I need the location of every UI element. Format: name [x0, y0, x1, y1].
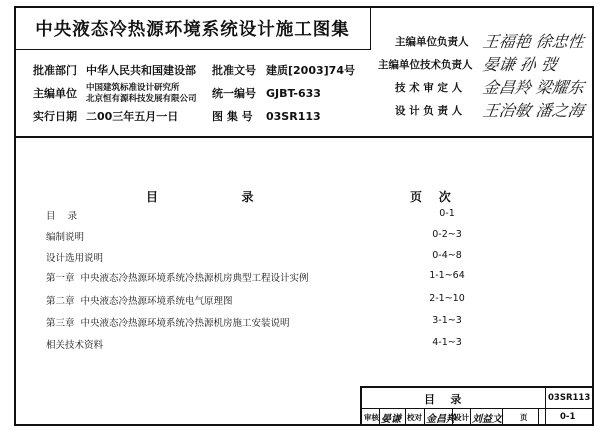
responsible-signature: 金昌羚 梁耀东: [481, 78, 586, 97]
responsible-signature: 晏谦 孙 弢: [481, 55, 559, 74]
toc-entry-page: 1-1~64: [429, 270, 465, 281]
editor-label: 主编单位: [33, 87, 77, 100]
toc-entry-page: 3-1~3: [432, 315, 462, 326]
toc-entry-title: 相关技术资料: [46, 340, 104, 351]
check-label: 校对: [407, 413, 422, 422]
editor-line-1: 中国建筑标准设计研究所: [86, 83, 180, 93]
page-number: 0-1: [560, 412, 576, 422]
toc-page-heading: 页 次: [410, 190, 451, 204]
toc-entry-title: 目 录: [46, 211, 78, 222]
header-separator: [14, 136, 594, 138]
toc-entry-title: 第二章 中央液态冷热源环境系统电气原理图: [46, 296, 233, 307]
toc-entry-page: 0-1: [439, 208, 455, 219]
toc-heading: 目 录: [146, 190, 254, 204]
responsible-label: 设 计 负 责 人: [395, 105, 463, 117]
review-label: 审核: [364, 413, 379, 422]
toc-entry-page: 4-1~3: [432, 337, 462, 348]
toc-entry-title: 设计选用说明: [46, 253, 104, 264]
design-label: 设计: [454, 413, 469, 422]
toc-entry-page: 2-1~10: [429, 293, 465, 304]
check-signature: 金昌羚: [426, 414, 456, 425]
toc-entry-page: 0-2~3: [432, 229, 462, 240]
implementation-date: 二00三年五月一日: [86, 110, 179, 123]
approving-dept: 中华人民共和国建设部: [86, 64, 196, 77]
toc-entry-page: 0-4~8: [432, 250, 462, 261]
responsible-label: 技 术 审 定 人: [395, 82, 463, 94]
unified-no-label: 统一编号: [212, 87, 256, 100]
atlas-no: 03SR113: [266, 110, 321, 123]
responsible-label: 主编单位技术负责人: [378, 59, 473, 71]
responsible-signature: 王福艳 徐忠性: [481, 32, 586, 51]
toc-entry-title: 第三章 中央液态冷热源环境系统冷热源机房施工安装说明: [46, 318, 290, 329]
approval-no: 建质[2003]74号: [266, 64, 355, 77]
atlas-no-label: 图 集 号: [212, 110, 253, 123]
toc-entry-title: 第一章 中央液态冷热源环境系统冷热源机房典型工程设计实例: [46, 273, 309, 284]
date-label: 实行日期: [33, 110, 77, 123]
atlas-title: 中央液态冷热源环境系统设计施工图集: [35, 20, 350, 40]
editor-line-2: 北京恒有源科技发展有限公司: [86, 94, 197, 104]
title-block: [360, 386, 594, 426]
page-label: 页: [520, 413, 528, 422]
responsible-signature: 王治敏 潘之海: [481, 101, 586, 120]
approval-no-label: 批准文号: [212, 64, 256, 77]
toc-entry-title: 编制说明: [46, 232, 85, 243]
tb-atlas-no: 03SR113: [548, 393, 591, 403]
design-signature: 刘益文: [472, 414, 502, 425]
unified-no: GJBT-633: [266, 87, 321, 100]
approving-dept-label: 批准部门: [33, 64, 77, 77]
review-signature: 晏谦: [381, 414, 401, 425]
sheet-name: 目 录: [424, 393, 462, 406]
responsible-label: 主编单位负责人: [395, 36, 469, 48]
